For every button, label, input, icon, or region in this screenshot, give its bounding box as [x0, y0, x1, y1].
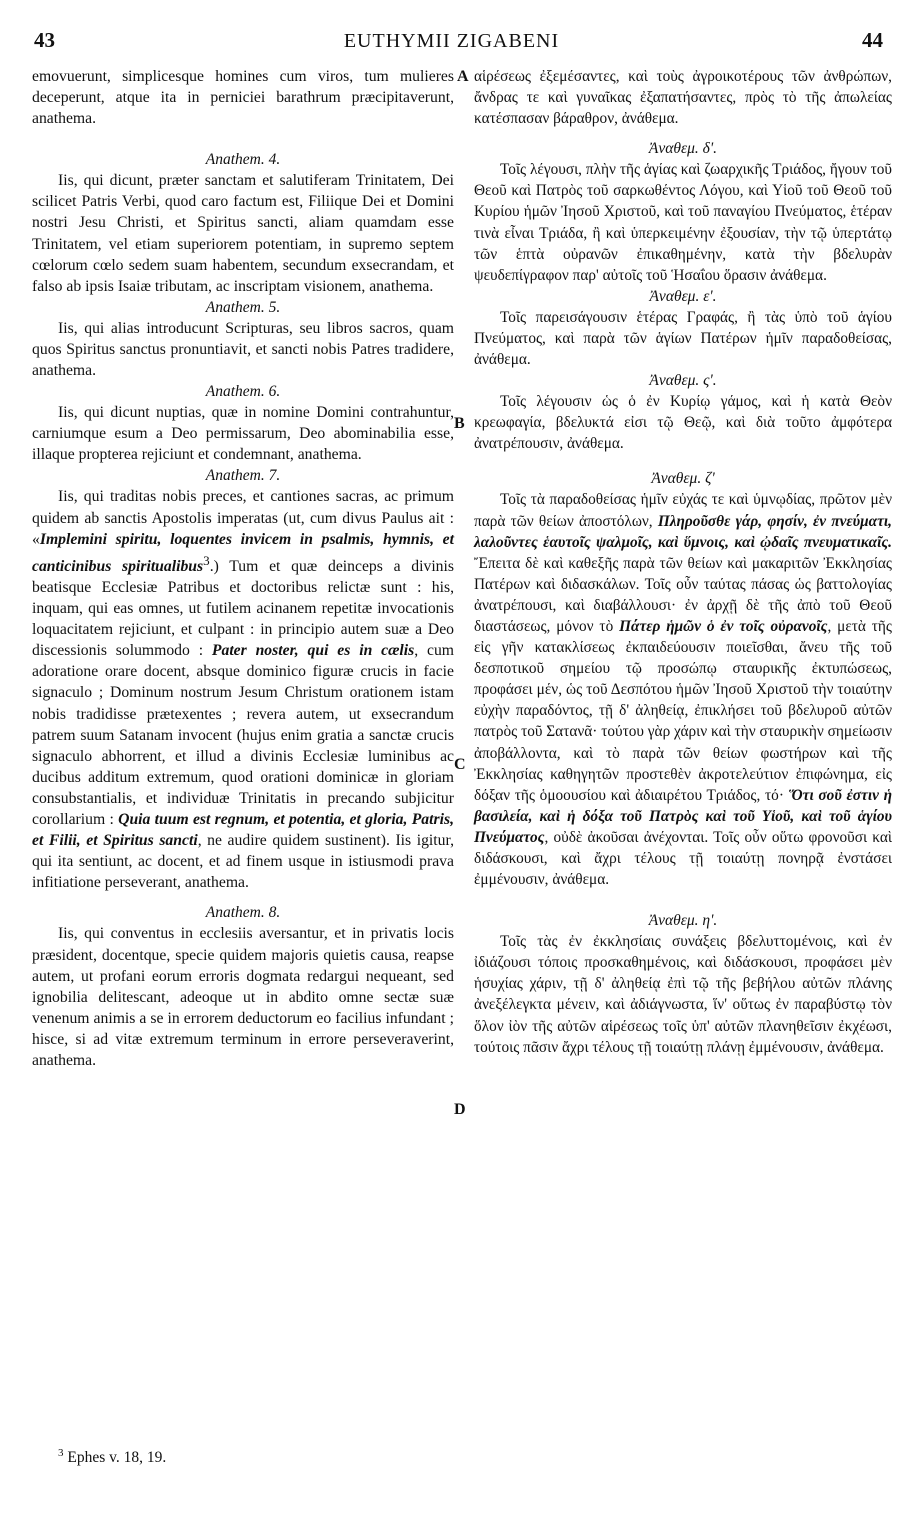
greek-anathema-7-text [474, 489, 892, 890]
latin-anathema-5-heading: Anathem. 5. [205, 298, 281, 316]
greek-anathema-5-text: Τοῖς παρεισάγουσιν ἑτέρας Γραφάς, ἢ τὰς ὑπὸ τοῦ ἁγίου Πνεύματος, καὶ παρὰ τῶν ἁγίων Πατέρων ἡμῖν παραδοθείσας, ἀνάθεμα. [474, 308, 892, 369]
footnote [58, 1447, 166, 1467]
greek-anathema-7-heading: Ἀναθεμ. ζ' [651, 470, 715, 488]
running-header [0, 0, 903, 60]
latin-anathema-4-heading: Anathem. 4. [205, 151, 281, 169]
greek-anathema-8-heading: Ἀναθεμ. η'. [648, 912, 718, 930]
greek-anathema-6-heading: Ἀναθεμ. ς'. [649, 372, 717, 390]
margin-letter-c: C [454, 756, 466, 773]
latin-a7-part-3: , cum adoratione orare docent, absque dominico figuræ crucis in facie signaculo ; Dominum nostrum Jesum Christum orationem istam nobis tradidisse prætexentes ; revera autem, ut exsecrandum patrem suum Satanam invocent (hujus enim gratia a sanctæ crucis signaculo abhorrent, et illud a divinis Ecclesiæ luminibus ac ducibus additum extremum, quod orationi dominicæ in gloriam consubstantialis, et individuæ Trinitatis in precando subjicitur corollarium : [32, 642, 454, 829]
greek-a7-part-3: , μετὰ τῆς εἰς γῆν κατακλίσεως ἐκπαιδεύουσιν ποιεῖσθαι, ἄνευ τῆς τοῦ δεσποτικοῦ σημείου τῷ προσώπῳ σταυρικῆς ἐκτυπώσεως, προφάσει μέν, ὡς τοῦ Δεσπότου ἡμῶν Ἰησοῦ Χριστοῦ τὴν τοιαύτην εὐχὴν παραδόντος, τῇ δ' ἀληθείᾳ, ἐπικλήσει τοῦ βδελυροῦ αὐτῶν πατρὸς τοῦ Σατανᾶ· τούτου γὰρ χάριν καὶ τὴν σταυρικὴν σημείωσιν ἀποβάλλοντα, καὶ τὸ παρὰ τῶν θείων φωστήρων καὶ τῆς Ἐκκλησίας καθηγητῶν προστεθὲν ἀκροτελεύτιον ἐπιφώνημα, εἰς δόξαν τῆς ὁμοουσίου καὶ ἀδιαιρέτου Τριάδος, τό· [474, 617, 892, 804]
greek-anathema-4-text: Τοῖς λέγουσι, πλὴν τῆς ἁγίας καὶ ζωαρχικῆς Τριάδος, ἤγουν τοῦ Θεοῦ καὶ Πατρὸς τοῦ σαρκωθέντος Λόγου, καὶ Υἱοῦ τοῦ Θεοῦ τοῦ Κυρίου ἡμῶν Ἰησοῦ Χριστοῦ, καὶ τοῦ παναγίου Πνεύματος, ἑτέραν τινὰ εἶναι Τριάδα, ἢ καὶ ὑπερκειμένην ἐξουσίαν, τὴν τῷ ὑπερτάτῳ τῶν ἑπτὰ οὐρανῶν ἐπικαθημένην, κατὰ τὴν βδελυρὰν ψευδεπίγραφον παρ' αὐτοῖς τοῦ Ἡσαΐου ὅρασιν ἀνάθεμα. [474, 161, 892, 284]
footnote-text: Ephes v. 18, 19. [67, 1449, 167, 1467]
latin-a7-pater-noster: Pater noster, qui es in cælis [211, 642, 415, 660]
greek-a7-pater-noster: Πάτερ ἡμῶν ὁ ἐν τοῖς οὐρανοῖς [619, 617, 828, 635]
latin-a7-scripture-quote: Implemini spiritu, loquentes invicem in psalmis, hymnis, et canticinibus spiritualibus [32, 530, 454, 575]
latin-anathema-7-text [32, 486, 454, 893]
latin-anathema-8-heading: Anathem. 8. [205, 904, 281, 922]
latin-a7-part-1: Iis, qui traditas nobis preces, et cantiones sacras, ac primum quidem ab sanctis Apostolis imperatas (ut, cum divus Paulus ait : « [32, 488, 454, 548]
greek-a7-part-4: , οὐδὲ ἀκοῦσαι ἀνέχονται. Τοῖς οὖν οὕτω φρονοῦσι καὶ διδάσκουσι, καὶ ἄχρι τέλους τῇ τοιαύτῃ πονηρᾷ ἐνστάσει ἐμμένουσιν, ἀνάθεμα. [474, 828, 892, 889]
page-number-right: 44 [862, 28, 883, 52]
latin-a7-footnote-mark: 3 [203, 552, 210, 568]
latin-anathema-5-text: Iis, qui alias introducunt Scripturas, seu libros sacros, quam quos Spiritus sanctus pronuntiavit, et sancti nobis Patres tradidere, anathema. [32, 319, 454, 380]
latin-a7-part-4: , ne audire quidem sustinent). Iis igitur, qui ita sentiunt, ac docent, et ad finem usque in istiusmodi prava infitiatione perseverant, anathema. [32, 832, 454, 892]
greek-anathema-5-heading: Ἀναθεμ. ε'. [649, 287, 717, 305]
greek-a7-part-2: Ἔπειτα δὲ καὶ καθεξῆς παρὰ τῶν θείων καὶ μακαριτῶν Ἐκκλησίας Πατέρων καὶ διδασκάλων. Τοῖς οὖν ταύτας πάσας ὡς βαττολογίας ἀνατρέπουσι, καὶ διαβάλλουσι· ἐν ἀρχῇ δὲ τῆς ἀπὸ τοῦ Θεοῦ διαστάσεως, μόνον τὸ [474, 554, 892, 635]
greek-anathema-8-text: Τοῖς τὰς ἐν ἐκκλησίαις συνάξεις βδελυττομένοις, καὶ ἐν ἰδιάζουσι τόποις προσκαθημένοις, καὶ διδάσκουσι, προφάσει μὲν ἡσυχίας χάριν, τῇ δ' ἀληθείᾳ ἐπὶ τῷ τῆς βεβήλου αὐτῶν πλάνης ἀνεξέλεγκτα μένειν, καὶ ἀδιάγνωστα, ἵν' οὕτως ἐν παραβύστῳ τὸν ὅλον ἰὸν τῆς αὐτῶν αἱρέσεως τοῖς ὑπ' αὐτῶν πλανηθεῖσιν ἐκχέωσι, τούτοις πᾶσιν ἄχρι τέλους τῇ τοιαύτῃ πλάνῃ ἐμμένουσιν, ἀνάθεμα. [474, 933, 892, 1056]
greek-anathema-4-heading: Ἀναθεμ. δ'. [648, 140, 718, 158]
latin-anathema-8-text: Iis, qui conventus in ecclesiis aversantur, et in privatis locis præsident, docentque, specie quidem majoris quietis causa, reapse autem, ut profani eorum erroris dogmata redargui nequeant, sed ignobilia delitescant, adeoque ut in abdito omne sectæ suæ venenum animis a se in errorem deductorum eo facilius infundant ; hisce, si ad vitæ extremum terminum in errore perseveraverint, anathema. [32, 925, 454, 1069]
latin-column [32, 66, 454, 1071]
page-number-left: 43 [34, 28, 55, 52]
greek-anathema-6-text: Τοῖς λέγουσιν ὡς ὁ ἐν Κυρίῳ γάμος, καὶ ἡ κατὰ Θεὸν κρεωφαγία, βδελυκτά εἰσι τῷ Θεῷ, καὶ διὰ τοῦτο ἀμφότερα ἀνατρέπουσιν, ἀνάθεμα. [474, 393, 892, 453]
greek-a7-doxology: Ὅτι σοῦ ἐστιν ἡ βασιλεία, καὶ ἡ δόξα τοῦ Πατρὸς καὶ τοῦ Υἱοῦ, καὶ τοῦ ἁγίου Πνεύματος [474, 786, 892, 846]
latin-intro: emovuerunt, simplicesque homines cum viros, tum mulieres deceperunt, atque ita in perniciei barathrum præcipitaverunt, anathema. [32, 68, 454, 128]
greek-column [474, 66, 892, 1058]
latin-anathema-6-heading: Anathem. 6. [205, 383, 281, 401]
greek-intro: αἱρέσεως ἐξεμέσαντες, καὶ τοὺς ἀγροικοτέρους τῶν ἀνθρώπων, ἄνδρας τε καὶ γυναῖκας ἐξαπατήσαντες, πρὸς τὸ τῆς ἀπωλείας κατέσπασαν βάραθρον, ἀνάθεμα. [474, 68, 892, 128]
margin-letter-a: A [457, 68, 469, 85]
latin-anathema-6-text: Iis, qui dicunt nuptias, quæ in nomine Domini contrahuntur, carniumque esum a Deo permissarum, Deo abominabilia esse, illaque propterea rejiciunt et condemnant, anathema. [32, 404, 454, 464]
latin-anathema-7-heading: Anathem. 7. [205, 467, 281, 485]
footnote-mark: 3 [58, 1447, 64, 1459]
greek-a7-part-1: Τοῖς τὰ παραδοθείσας ἡμῖν εὐχάς τε καὶ ὑμνῳδίας, πρῶτον μὲν παρὰ τῶν θείων ἀποστόλων, [474, 491, 892, 530]
latin-anathema-4-text: Iis, qui dicunt, præter sanctam et salutiferam Trinitatem, Dei scilicet Patris Verbi, quod caro factum est, Filiique Dei et Domini nostri Jesu Christi, et Spiritus sancti, aliam quamdam esse Trinitatem, vel etiam superiorem potentiam, in supremo septem cœlorum cœlo sedem suam habentem, secundum exsecrandam, et falso ab ipsis Isaiæ tributam, ac inscriptam visionem, anathema. [32, 172, 454, 295]
greek-a7-scripture-quote: Πληροῦσθε γάρ, φησίν, ἐν πνεύματι, λαλοῦντες ἑαυτοῖς ψαλμοῖς, καὶ ὕμνοις, καὶ ᾠδαῖς πνευματικαῖς. [474, 512, 892, 551]
margin-letter-d: D [454, 1101, 466, 1118]
running-title: EUTHYMII ZIGABENI [343, 30, 560, 52]
latin-a7-doxology: Quia tuum est regnum, et potentia, et gloria, Patris, et Filii, et Spiritus sancti [32, 811, 454, 850]
margin-letter-b: B [454, 415, 465, 432]
latin-a7-part-2: .) Tum et quæ deinceps a divinis beatisque Ecclesiæ Patribus et doctoribus relictæ sunt : his, inquam, qui eas omnes, ut futilem acinanem repetitæ invocationis loquacitatem rejiciunt, et culpant : in principio autem suæ a Deo discessionis solummodo : [32, 557, 454, 660]
